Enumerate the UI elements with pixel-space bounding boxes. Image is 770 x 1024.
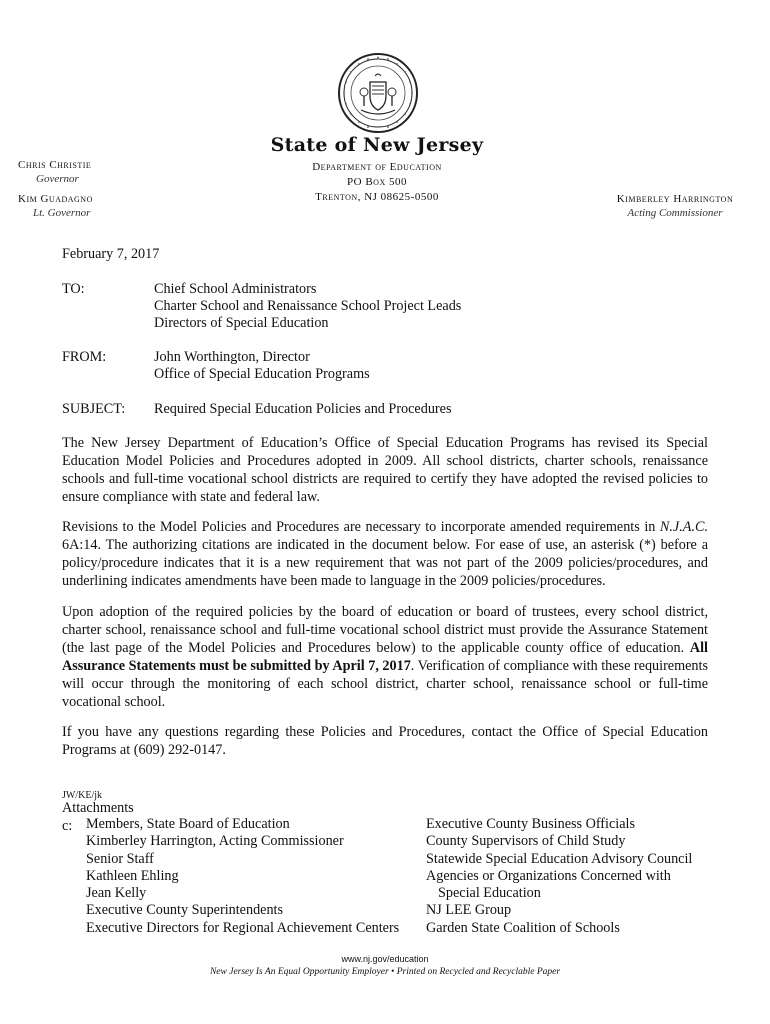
- list-item: Executive County Superintendents: [86, 902, 284, 919]
- commissioner-name: Kimberley Harrington: [616, 193, 734, 205]
- body-paragraph-2: Revisions to the Model Policies and Procedures are necessary to incorporate amended requirements in N.J.A.C. 6A:14. The authorizing citations are indicated in the document below. For ease of use, an asterisk (*) before a policy/procedure indicates that it is a new requirement that was not part of the 2009 policies/procedures, and underlining indicates amendments have been made to language in the 2009 policies/procedures.: [62, 519, 708, 589]
- list-item: Special Education: [438, 885, 541, 902]
- cc-right-list: [426, 816, 692, 937]
- to-label: TO:: [62, 281, 85, 297]
- footer-url[interactable]: www.nj.gov/education: [341, 954, 429, 964]
- memo-date: February 7, 2017: [62, 246, 160, 262]
- body-paragraph-3: Upon adoption of the required policies by the board of education or board of trustees, every school district, charter school, renaissance school and full-time vocational school district must provide the Assurance Statement (the last page of the Model Policies and Procedures below) to the applicable county office of education. All Assurance Statements must be submitted by April 7, 2017. Verification of compliance with these requirements will occur through the monitoring of each school district, charter school, renaissance school or full-time vocational school.: [62, 604, 708, 710]
- subject-label: SUBJECT:: [62, 401, 126, 417]
- list-item: Garden State Coalition of Schools: [426, 919, 620, 936]
- lt-governor-title: Lt. Governor: [33, 207, 91, 219]
- lt-governor-name: Kim Guadagno: [18, 193, 93, 205]
- body-paragraph-1: The New Jersey Department of Education’s Office of Special Education Programs has revised its Special Education Model Policies and Procedures adopted in 2009. All school districts, charter schools, renaissance schools and full-time vocational school districts are required to certify they have adopted the revised policies to ensure compliance with state and federal law.: [62, 435, 708, 505]
- state-seal-icon: [337, 52, 419, 134]
- department-city: Trenton, NJ 08625-0500: [315, 191, 439, 203]
- list-item: Executive Directors for Regional Achievement Centers: [86, 919, 400, 936]
- department-name: Department of Education: [312, 161, 442, 173]
- letterhead-title: State of New Jersey: [270, 134, 484, 156]
- list-item: Kimberley Harrington, Acting Commissioner: [86, 833, 344, 850]
- body-paragraph-4: If you have any questions regarding these Policies and Procedures, contact the Office of Special Education Programs at (609) 292-0147.: [62, 724, 708, 758]
- list-item: County Supervisors of Child Study: [426, 833, 626, 850]
- from-line: John Worthington, Director: [154, 349, 310, 365]
- list-item: NJ LEE Group: [426, 902, 512, 919]
- list-item: Members, State Board of Education: [86, 816, 290, 832]
- from-label: FROM:: [62, 349, 107, 365]
- cc-label: c:: [62, 818, 73, 834]
- initials: JW/KE/jk: [62, 790, 102, 801]
- po-box: PO Box 500: [347, 176, 407, 188]
- governor-name: Chris Christie: [18, 159, 92, 171]
- commissioner-title: Acting Commissioner: [627, 207, 723, 219]
- to-line: Chief School Administrators: [154, 281, 317, 297]
- governor-title: Governor: [36, 173, 79, 185]
- from-line: Office of Special Education Programs: [154, 366, 370, 382]
- list-item: Senior Staff: [86, 850, 154, 867]
- list-item: Executive County Business Officials: [426, 816, 635, 832]
- subject-text: Required Special Education Policies and Procedures: [154, 401, 452, 417]
- list-item: Statewide Special Education Advisory Council: [426, 850, 693, 867]
- footer-tagline: New Jersey Is An Equal Opportunity Employer • Printed on Recycled and Recyclable Paper: [209, 967, 561, 977]
- cc-left-list: [86, 816, 399, 937]
- list-item: Kathleen Ehling: [86, 867, 179, 884]
- to-line: Charter School and Renaissance School Project Leads: [154, 298, 462, 314]
- list-item: Agencies or Organizations Concerned with: [426, 867, 671, 884]
- attachments-label: Attachments: [62, 800, 134, 816]
- list-item: Jean Kelly: [86, 885, 147, 902]
- to-line: Directors of Special Education: [154, 315, 329, 331]
